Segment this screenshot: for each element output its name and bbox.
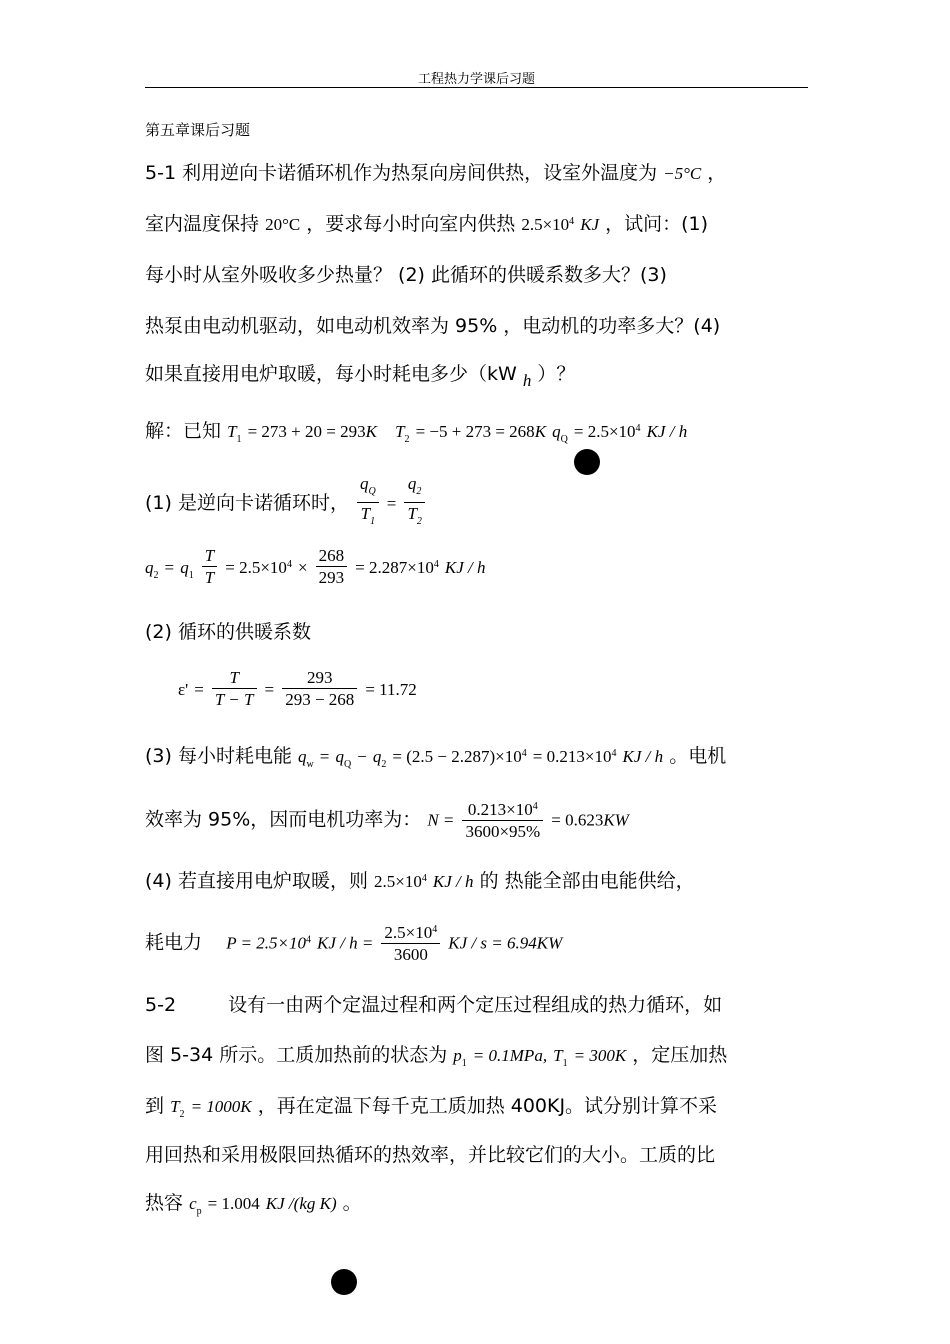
- text: 耗电力: [145, 931, 203, 954]
- numerator: 268: [316, 546, 348, 567]
- subscript: 1: [562, 1058, 568, 1069]
- math-p-value: KJ / s = 6.94: [448, 933, 537, 953]
- problem-5-2-line-3: [145, 1091, 717, 1120]
- math-value: = 2.5×10: [225, 558, 287, 577]
- solution-part-2: (2) 循环的供暖系数: [145, 621, 311, 643]
- subscript: 2: [416, 516, 422, 527]
- math-value: P = 2.5×10: [226, 933, 306, 953]
- unit: h: [522, 371, 532, 390]
- section-title: 第五章课后习题: [145, 121, 251, 139]
- subscript: Q: [343, 759, 352, 770]
- fraction-t1-t1t2: [212, 668, 257, 711]
- text: (3) 每小时耗电能: [145, 745, 292, 767]
- math-q2: = 2.287×10: [355, 558, 434, 577]
- math-symbol: T: [407, 504, 417, 523]
- fraction-293: [282, 668, 357, 711]
- math-symbol: T: [553, 1046, 563, 1065]
- math-symbol: T: [214, 690, 225, 709]
- solution-part-1: [145, 474, 427, 533]
- problem-5-2-line-1: [145, 990, 722, 1017]
- math-symbol: N =: [427, 810, 455, 830]
- denominator: 3600: [393, 945, 428, 964]
- equals: =: [264, 680, 275, 699]
- equals: =: [386, 494, 397, 513]
- text: 设有一由两个定温过程和两个定压过程组成的热力循环，如: [228, 994, 723, 1016]
- solution-part-4: [145, 866, 695, 893]
- text: (4) 若直接用电炉取暖，则: [145, 870, 368, 892]
- exponent: 4: [432, 924, 438, 935]
- math-q1: = 2.5×10: [573, 422, 636, 441]
- math-value: 2.5×10: [374, 872, 422, 891]
- text: ，: [707, 162, 727, 184]
- problem-5-2-line-4: 用回热和采用极限回热循环的热效率，并比较它们的大小。工质的比: [145, 1144, 716, 1166]
- exponent: 4: [433, 559, 439, 570]
- math-t1: = 273 + 20 = 293: [247, 422, 366, 441]
- subscript: w: [306, 759, 314, 770]
- denominator: 293 − 268: [285, 690, 355, 709]
- subscript: 2: [381, 759, 387, 770]
- math-symbol: c: [189, 1194, 197, 1213]
- text: ，再在定温下每千克工质加热 400KJ。试分别计算不采: [257, 1095, 718, 1117]
- numerator: 0.213×10: [467, 800, 533, 819]
- unit: KJ / h: [444, 558, 486, 577]
- math-symbol: q: [407, 474, 417, 493]
- text: 室内温度保持: [145, 213, 260, 235]
- math-value: = 1000K: [190, 1097, 252, 1116]
- problem-5-1-line-4: 热泵由电动机驱动，如电动机效率为 95% ，电动机的功率多大？(4): [145, 315, 721, 337]
- solution-known: [145, 416, 687, 445]
- unit: KJ / h: [432, 872, 474, 891]
- text: ，定压加热: [632, 1044, 728, 1066]
- subscript: 1: [188, 570, 194, 581]
- math-symbol: T: [170, 1097, 180, 1116]
- math-symbol: T: [202, 546, 217, 567]
- solution-electric-power: [145, 920, 562, 966]
- text: 如果直接用电炉取暖，每小时耗电多少（kW: [145, 363, 517, 385]
- subscript: 1: [370, 516, 376, 527]
- problem-number: 5-2: [145, 994, 177, 1016]
- fraction-q1-t1: [357, 474, 379, 533]
- subscript: 2: [179, 1109, 185, 1120]
- exponent: 4: [305, 934, 311, 946]
- header-rule: [145, 87, 808, 88]
- math-symbol: T: [204, 568, 215, 587]
- fraction-q2-t2: [404, 474, 424, 533]
- math-symbol: q: [298, 747, 307, 766]
- solution-q2: [145, 546, 486, 589]
- math-t2: = −5 + 273 = 268: [415, 422, 535, 441]
- exponent: 4: [521, 748, 527, 759]
- text: 效率为 95%，因而电机功率为：: [145, 808, 422, 831]
- page-header: 工程热力学课后习题: [417, 72, 535, 87]
- math-temp-indoor: 20°C: [265, 215, 301, 234]
- math-symbol: T: [244, 690, 254, 709]
- unit: K: [534, 422, 547, 441]
- fraction-power: [462, 797, 543, 843]
- times: ×: [297, 558, 308, 577]
- bullet-dot: [331, 1269, 357, 1295]
- math-symbol: q: [335, 747, 344, 766]
- exponent: 4: [569, 216, 575, 227]
- solution-epsilon: [178, 668, 417, 711]
- unit: KJ: [580, 215, 600, 234]
- equals: =: [194, 680, 204, 699]
- unit: K: [365, 422, 377, 441]
- text: ）？: [537, 363, 576, 385]
- math-symbol: ε': [178, 680, 189, 699]
- unit: KW: [536, 933, 563, 953]
- subscript: p: [196, 1206, 202, 1217]
- exponent: 4: [635, 423, 641, 434]
- denominator: 3600×95%: [465, 822, 541, 841]
- subscript: 2: [153, 570, 159, 581]
- solution-part-3: [145, 741, 726, 770]
- problem-5-1-line-2: [145, 209, 708, 236]
- exponent: 4: [286, 559, 292, 570]
- numerator: 2.5×10: [384, 923, 433, 942]
- text: 解：已知: [145, 420, 222, 442]
- unit: KW: [603, 810, 629, 830]
- exponent: 4: [532, 801, 538, 812]
- problem-5-1-line-1: [145, 158, 726, 185]
- math-symbol: q: [145, 558, 154, 577]
- equals: =: [319, 747, 330, 766]
- unit: KJ / h: [622, 747, 664, 766]
- equals: =: [164, 558, 175, 577]
- math-qw: = 0.213×10: [532, 747, 612, 766]
- text: 图 5-34 所示。工质加热前的状态为: [145, 1044, 448, 1066]
- text: 。: [342, 1192, 362, 1214]
- math-symbol: q: [180, 558, 189, 577]
- exponent: 4: [421, 873, 427, 884]
- subscript: Q: [560, 434, 568, 445]
- text: 。电机: [669, 745, 727, 767]
- unit: KJ /(kg K): [265, 1194, 337, 1213]
- unit: KJ / h =: [317, 933, 374, 953]
- math-temp-outdoor: −5°C: [663, 164, 702, 183]
- unit: KJ / h: [646, 422, 688, 441]
- problem-5-1-line-5: [145, 359, 575, 391]
- math-symbol: T: [227, 422, 237, 441]
- math-power-value: = 0.623: [551, 810, 604, 830]
- math-value: = 1.004: [207, 1194, 260, 1213]
- subscript: 1: [461, 1058, 467, 1069]
- text: 到: [145, 1095, 165, 1117]
- text: ，要求每小时向室内供热: [306, 213, 516, 235]
- problem-5-1-line-3: 每小时从室外吸收多少热量？ (2) 此循环的供暖系数多大？(3): [145, 264, 667, 286]
- bullet-dot: [574, 449, 600, 475]
- math-symbol: T: [395, 422, 405, 441]
- math-symbol: q: [360, 474, 369, 493]
- solution-motor-power: [145, 797, 629, 843]
- text: 的 热能全部由电能供给，: [479, 870, 695, 892]
- math-symbol: T: [212, 668, 257, 689]
- numerator: 293: [282, 668, 357, 689]
- math-value: = (2.5 − 2.287)×10: [392, 747, 522, 766]
- fraction-268-293: [316, 546, 348, 589]
- subscript: 2: [404, 434, 410, 445]
- math-symbol: q: [372, 747, 382, 766]
- text: 5-1 利用逆向卡诺循环机作为热泵向房间供热，设室外温度为: [145, 162, 658, 184]
- fraction-t2-t1: [202, 546, 217, 589]
- denominator: 293: [318, 568, 345, 587]
- math-symbol: T: [360, 504, 371, 523]
- subscript: 2: [416, 486, 422, 497]
- text: 热容: [145, 1192, 184, 1214]
- exponent: 4: [611, 748, 617, 759]
- problem-5-2-line-5: [145, 1188, 362, 1217]
- subscript: Q: [368, 486, 376, 497]
- minus: −: [357, 747, 367, 766]
- math-symbol: q: [552, 422, 561, 441]
- minus: −: [228, 690, 240, 709]
- text: (1) 是逆向卡诺循环时，: [145, 492, 349, 514]
- math-value: = 300K: [573, 1046, 627, 1065]
- fraction-electric: [381, 920, 440, 966]
- math-value: = 0.1MPa,: [472, 1046, 548, 1065]
- math-symbol: p: [453, 1046, 462, 1065]
- math-epsilon-value: = 11.72: [365, 680, 417, 699]
- text: ，试问：(1): [605, 213, 709, 235]
- subscript: 1: [236, 434, 242, 445]
- math-heat: 2.5×10: [521, 215, 570, 234]
- problem-5-2-line-2: [145, 1040, 727, 1069]
